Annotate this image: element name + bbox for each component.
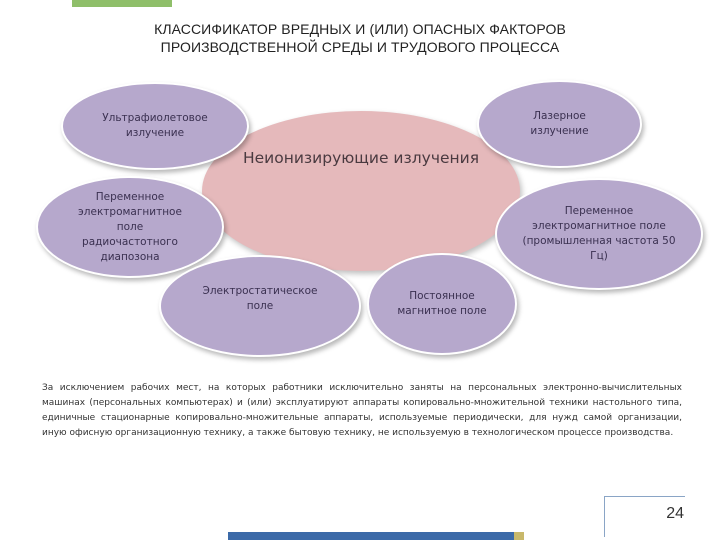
title-line-1: КЛАССИФИКАТОР ВРЕДНЫХ И (ИЛИ) ОПАСНЫХ ФАКТОРОВ bbox=[154, 21, 566, 37]
slide-title bbox=[60, 20, 660, 56]
node-ultraviolet-label: Ультрафиолетовое излучение bbox=[102, 112, 208, 139]
footnote-text: За исключением рабочих мест, на которых работники исключительно заняты на персональных электронно-вычислительных машинах (персональных компьютерах) и (или) эксплуатируют аппараты копировально-множительной техники настольного типа, единичные стационарные копировально-множительные аппараты, используемые периодически, для нужд самой организации, иную офисную организационную технику, а также бытовую технику, не используемую в технологическом процессе производства. bbox=[42, 383, 682, 438]
center-node-label: Неионизирующие излучения bbox=[242, 149, 480, 167]
node-industrial-frequency-label: Переменное электромагнитное поле (промышленная частота 50 Гц) bbox=[522, 205, 676, 262]
title-line-2: ПРОИЗВОДСТВЕННОЙ СРЕДЫ И ТРУДОВОГО ПРОЦЕССА bbox=[160, 39, 560, 55]
node-laser-label: Лазерное излучение bbox=[530, 110, 589, 137]
node-radiofrequency-label: Переменное электромагнитное поле радиочастотного диапозона bbox=[78, 190, 182, 263]
node-permanent-magnetic bbox=[367, 253, 517, 355]
node-ultraviolet bbox=[61, 82, 249, 170]
bottom-accent-marker bbox=[514, 532, 524, 540]
top-accent-bar bbox=[72, 0, 172, 7]
bottom-accent-bar bbox=[228, 532, 524, 540]
node-electrostatic bbox=[159, 255, 361, 357]
node-laser bbox=[477, 80, 642, 168]
node-industrial-frequency bbox=[495, 178, 703, 290]
page-number: 24 bbox=[666, 505, 684, 522]
node-radiofrequency bbox=[36, 176, 224, 278]
center-node bbox=[202, 111, 520, 271]
node-electrostatic-label: Электростатическое поле bbox=[202, 285, 318, 312]
node-permanent-magnetic-label: Постоянное магнитное поле bbox=[397, 290, 487, 317]
